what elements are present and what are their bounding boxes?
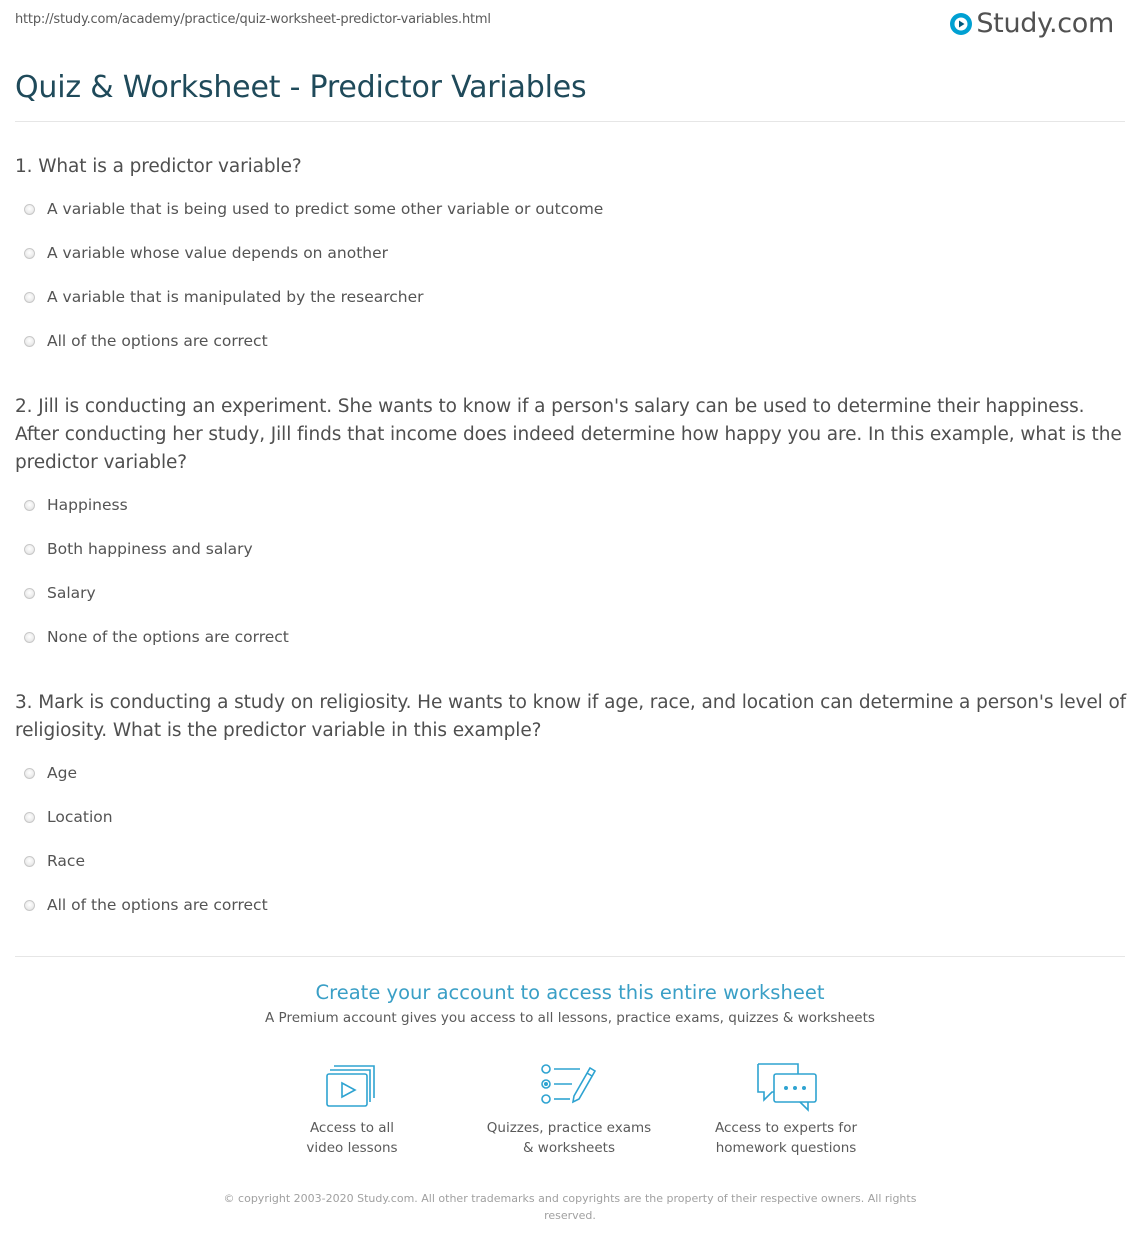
- option-label: None of the options are correct: [47, 628, 289, 646]
- q3-option-4[interactable]: [24, 896, 268, 914]
- logo-text: Study.com: [976, 8, 1114, 39]
- feature-label: Access to all video lessons: [306, 1120, 398, 1156]
- quiz-checklist-icon: [540, 1062, 598, 1108]
- radio-button[interactable]: [24, 544, 35, 555]
- option-label: Happiness: [47, 496, 128, 514]
- study-com-logo[interactable]: [949, 8, 1114, 39]
- radio-button[interactable]: [24, 292, 35, 303]
- feature-quizzes: [469, 1062, 669, 1158]
- question-3: 3. Mark is conducting a study on religiosity. He wants to know if age, race, and location can determine a person's level of religiosity. What is the predictor variable in this example?: [15, 692, 1127, 741]
- page-url: http://study.com/academy/practice/quiz-worksheet-predictor-variables.html: [15, 12, 491, 27]
- radio-button[interactable]: [24, 900, 35, 911]
- q1-option-4[interactable]: [24, 332, 268, 350]
- copyright-notice: © copyright 2003-2020 Study.com. All other trademarks and copyrights are the property of their respective owners. All rights reserved.: [223, 1192, 917, 1222]
- option-label: A variable that is manipulated by the researcher: [47, 288, 424, 306]
- question-2: 2. Jill is conducting an experiment. She wants to know if a person's salary can be used to determine their happiness. After conducting her study, Jill finds that income does indeed determine how happy you are. In this example, what is the predictor variable?: [15, 396, 1122, 473]
- create-account-link[interactable]: Create your account to access this entire worksheet: [315, 981, 825, 1004]
- option-label: Both happiness and salary: [47, 540, 253, 558]
- option-label: Race: [47, 852, 85, 870]
- feature-experts: [686, 1062, 886, 1158]
- radio-button[interactable]: [24, 812, 35, 823]
- q3-option-1[interactable]: [24, 764, 77, 782]
- q3-option-3[interactable]: [24, 852, 85, 870]
- title-divider: [15, 121, 1125, 122]
- radio-button[interactable]: [24, 500, 35, 511]
- video-lessons-icon: [326, 1062, 378, 1108]
- feature-label: Quizzes, practice exams & worksheets: [486, 1120, 652, 1156]
- cta-subtitle: A Premium account gives you access to all lessons, practice exams, quizzes & worksheets: [265, 1010, 875, 1026]
- option-label: A variable whose value depends on another: [47, 244, 389, 262]
- option-label: All of the options are correct: [47, 896, 268, 914]
- feature-video-lessons: [252, 1062, 452, 1158]
- radio-button[interactable]: [24, 248, 35, 259]
- radio-button[interactable]: [24, 336, 35, 347]
- q1-option-2[interactable]: [24, 244, 388, 262]
- cta-divider: [15, 956, 1125, 957]
- expert-chat-icon: [754, 1062, 818, 1112]
- radio-button[interactable]: [24, 632, 35, 643]
- option-label: All of the options are correct: [47, 332, 268, 350]
- q1-option-1[interactable]: [24, 200, 603, 218]
- page-title: Quiz & Worksheet - Predictor Variables: [15, 70, 587, 105]
- q1-option-3[interactable]: [24, 288, 424, 306]
- radio-button[interactable]: [24, 588, 35, 599]
- question-1: 1. What is a predictor variable?: [15, 156, 302, 177]
- radio-button[interactable]: [24, 768, 35, 779]
- option-label: A variable that is being used to predict some other variable or outcome: [47, 200, 604, 218]
- q2-option-4[interactable]: [24, 628, 289, 646]
- feature-label: Access to experts for homework questions: [714, 1120, 857, 1156]
- q2-option-1[interactable]: [24, 496, 128, 514]
- q3-option-2[interactable]: [24, 808, 113, 826]
- radio-button[interactable]: [24, 204, 35, 215]
- q2-option-3[interactable]: [24, 584, 96, 602]
- option-label: Age: [47, 764, 77, 782]
- q2-option-2[interactable]: [24, 540, 253, 558]
- option-label: Location: [47, 808, 113, 826]
- play-circle-icon: [949, 12, 973, 36]
- radio-button[interactable]: [24, 856, 35, 867]
- option-label: Salary: [47, 584, 96, 602]
